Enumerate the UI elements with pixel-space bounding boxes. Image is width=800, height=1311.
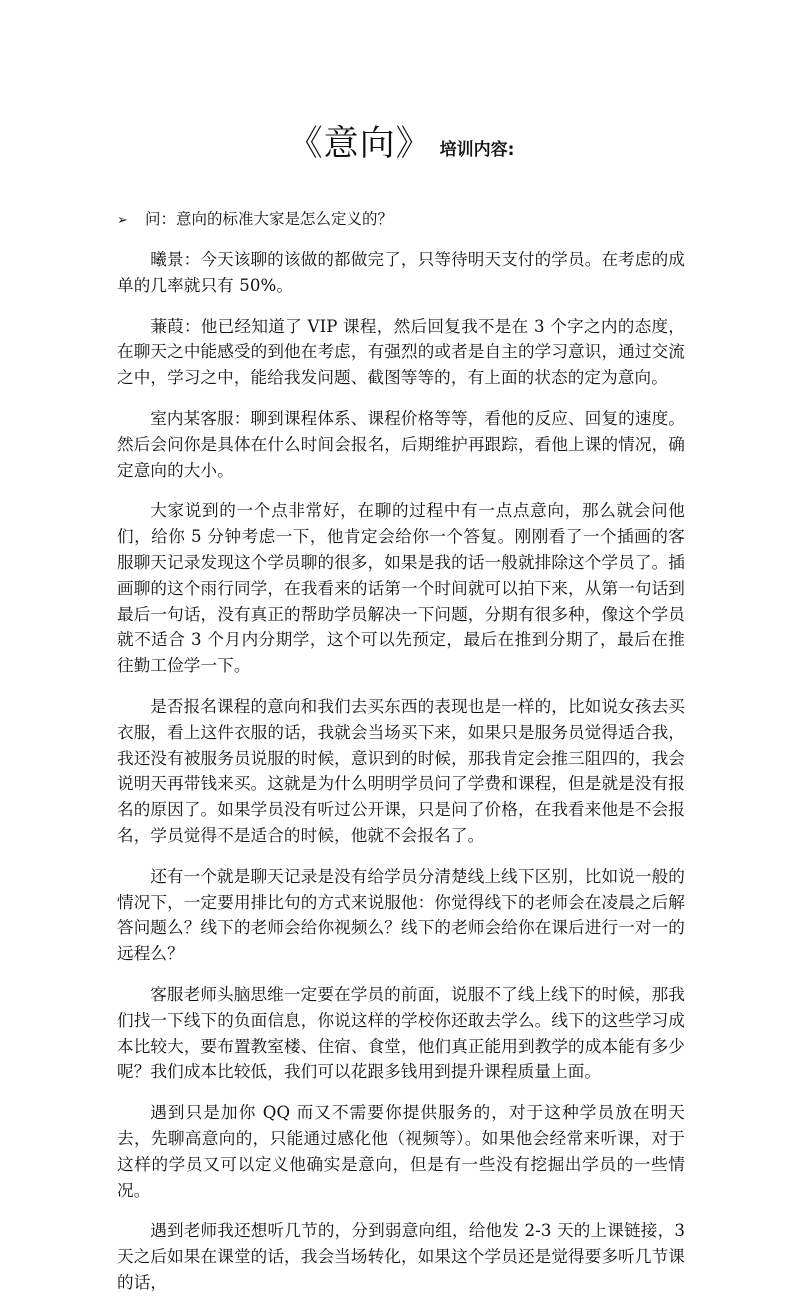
paragraph: 客服老师头脑思维一定要在学员的前面，说服不了线上线下的时候，那我们找一下线下的负面信息，你说这样的学校你还敢去学么。线下的这些学习成本比较大，要布置教室楼、住宿、食堂，他们真正能用到教学的成本能有多少呢？我们成本比较低，我们可以花跟多钱用到提升课程质量上面。 [117, 984, 685, 1082]
paragraph: 蒹葭：他已经知道了 VIP 课程，然后回复我不是在 3 个字之内的态度，在聊天之中能感受的到他在考虑，有强烈的或者是自主的学习意识，通过交流之中，学习之中，能给我发问题、截图等等的，有上面的状态的定为意向。 [117, 316, 685, 388]
title-main: 《意向》 [287, 124, 432, 164]
title-subtitle: 培训内容: [439, 140, 515, 160]
document-title [117, 120, 685, 174]
question-text: 问：意向的标准大家是怎么定义的？ [145, 210, 394, 228]
document-page [117, 120, 685, 1311]
paragraph: 曦景：今天该聊的该做的都做完了，只等待明天支付的学员。在考虑的成单的几率就只有 50%。 [117, 250, 685, 295]
paragraph: 是否报名课程的意向和我们去买东西的表现也是一样的，比如说女孩去买衣服，看上这件衣服的话，我就会当场买下来，如果只是服务员觉得适合我，我还没有被服务员说服的时候，意识到的时候，那我肯定会推三阻四的，我会说明天再带钱来买。这就是为什么明明学员问了学费和课程，但是就是没有报名的原因了。如果学员没有听过公开课，只是问了价格，在我看来他是不会报名，学员觉得不是适合的时候，他就不会报名了。 [117, 696, 685, 845]
arrow-bullet-icon: ➢ [117, 213, 128, 228]
paragraph: 遇到只是加你 QQ 而又不需要你提供服务的，对于这种学员放在明天去，先聊高意向的，只能通过感化他（视频等）。如果他会经常来听课，对于这样的学员又可以定义他确实是意向，但是有一些没有挖掘出学员的一些情况。 [117, 1103, 685, 1200]
paragraph: 遇到老师我还想听几节的，分到弱意向组，给他发 2-3 天的上课链接，3 天之后如果在课堂的话，我会当场转化，如果这个学员还是觉得要多听几节课的话， [117, 1221, 685, 1292]
paragraph: 还有一个就是聊天记录是没有给学员分清楚线上线下区别，比如说一般的情况下，一定要用排比句的方式来说服他：你觉得线下的老师会在凌晨之后解答问题么？线下的老师会给你视频么？线下的老师会给你在课后进行一对一的远程么？ [117, 866, 685, 964]
question-line [117, 207, 685, 233]
paragraph: 室内某客服：聊到课程体系、课程价格等等，看他的反应、回复的速度。然后会问你是具体在什么时间会报名，后期维护再跟踪，看他上课的情况，确定意向的大小。 [117, 408, 685, 480]
paragraph: 大家说到的一个点非常好，在聊的过程中有一点点意向，那么就会问他们，给你 5 分钟考虑一下，他肯定会给你一个答复。刚刚看了一个插画的客服聊天记录发现这个学员聊的很多，如果是我的话一般就排除这个学员了。插画聊的这个雨行同学，在我看来的话第一个时间就可以拍下来，从第一句话到最后一句话，没有真正的帮助学员解决一下问题，分期有很多种，像这个学员就不适合 3 个月内分期学，这个可以先预定，最后在推到分期了，最后在推往勤工俭学一下。 [117, 501, 685, 676]
